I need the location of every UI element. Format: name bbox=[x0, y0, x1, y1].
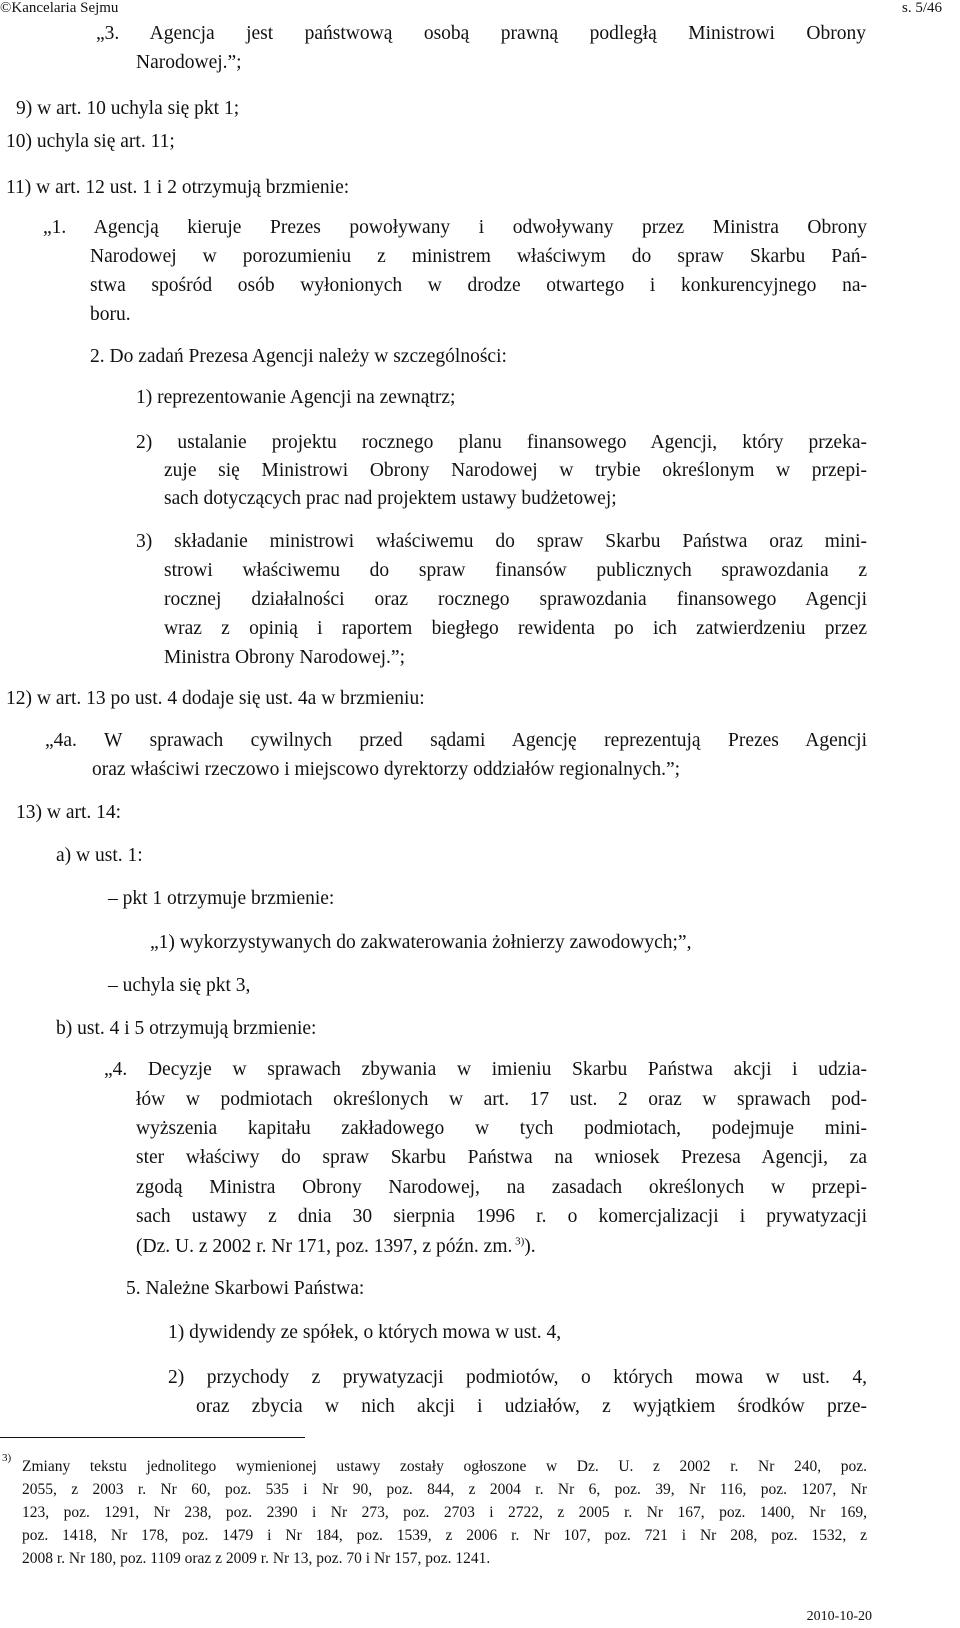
text-line: 12) w art. 13 po ust. 4 dodaje się ust. 4a w brzmieniu: bbox=[6, 688, 425, 709]
text-line: 5. Należne Skarbowi Państwa: bbox=[126, 1278, 365, 1299]
text-line: 2) przychody z prywatyzacji podmiotów, o których mowa w ust. 4, bbox=[168, 1367, 867, 1388]
text-line: – uchyla się pkt 3, bbox=[108, 975, 251, 996]
text-line: „4a. W sprawach cywilnych przed sądami Agencję reprezentują Prezes Agencji bbox=[45, 730, 867, 751]
footnote-line: Zmiany tekstu jednolitego wymienionej ustawy zostały ogłoszone w Dz. U. z 2002 r. Nr 240, poz. bbox=[22, 1458, 867, 1475]
text-line: a) w ust. 1: bbox=[56, 845, 143, 866]
text-line: sach dotyczących prac nad projektem ustawy budżetowej; bbox=[164, 488, 617, 509]
text-line: boru. bbox=[90, 304, 131, 325]
text-line: b) ust. 4 i 5 otrzymują brzmienie: bbox=[56, 1018, 317, 1039]
footnote-line: 123, poz. 1291, Nr 238, poz. 2390 i Nr 273, poz. 2703 i 2722, z 2005 r. Nr 167, poz. 1400, Nr 169, bbox=[22, 1504, 867, 1521]
text-line: zgodą Ministra Obrony Narodowej, na zasadach określonych w przepi- bbox=[136, 1177, 867, 1198]
text-line: oraz właściwi rzeczowo i miejscowo dyrektorzy oddziałów regionalnych.”; bbox=[92, 759, 681, 780]
text-line: 13) w art. 14: bbox=[16, 802, 122, 823]
header-source: ©Kancelaria Sejmu bbox=[0, 0, 119, 16]
text-line: „1) wykorzystywanych do zakwaterowania żołnierzy zawodowych;”, bbox=[150, 932, 692, 953]
text-line: oraz zbycia w nich akcji i udziałów, z wyjątkiem środków prze- bbox=[196, 1396, 867, 1417]
footnote-marker: 3) bbox=[2, 1452, 12, 1464]
text-line: 1) dywidendy ze spółek, o których mowa w ust. 4, bbox=[168, 1322, 562, 1343]
text-line: 3) składanie ministrowi właściwemu do spraw Skarbu Państwa oraz mini- bbox=[136, 531, 867, 552]
text-line: wraz z opinią i raportem biegłego rewidenta po ich zatwierdzeniu przez bbox=[164, 618, 867, 639]
text-line: Ministra Obrony Narodowej.”; bbox=[164, 647, 405, 668]
text-line: strowi właściwemu do spraw finansów publicznych sprawozdania z bbox=[164, 560, 867, 581]
text-line: ster właściwy do spraw Skarbu Państwa na wniosek Prezesa Agencji, za bbox=[136, 1147, 867, 1168]
text-line: Narodowej.”; bbox=[136, 52, 242, 73]
page-date: 2010-10-20 bbox=[806, 1609, 872, 1624]
footnote-line: poz. 1418, Nr 178, poz. 1479 i Nr 184, poz. 1539, z 2006 r. Nr 107, poz. 721 i Nr 208, poz. 1532, z bbox=[22, 1527, 867, 1544]
text-line: stwa spośród osób wyłonionych w drodze otwartego i konkurencyjnego na- bbox=[90, 275, 867, 296]
text-line: Narodowej w porozumieniu z ministrem właściwym do spraw Skarbu Pań- bbox=[90, 246, 867, 267]
text-line: „3. Agencja jest państwową osobą prawną podległą Ministrowi Obrony bbox=[96, 23, 866, 44]
text-line: zuje się Ministrowi Obrony Narodowej w trybie określonym w przepi- bbox=[164, 460, 867, 481]
text-line: „4. Decyzje w sprawach zbywania w imieniu Skarbu Państwa akcji i udzia- bbox=[104, 1059, 867, 1080]
footnote-reference: 3) bbox=[515, 1235, 525, 1248]
footnote-line: 2055, z 2003 r. Nr 60, poz. 535 i Nr 90, poz. 844, z 2004 r. Nr 6, poz. 39, Nr 116, poz. 1207, Nr bbox=[22, 1481, 867, 1498]
text-line: – pkt 1 otrzymuje brzmienie: bbox=[108, 888, 335, 909]
text-line: 2. Do zadań Prezesa Agencji należy w szczególności: bbox=[90, 346, 507, 367]
footnote-separator bbox=[0, 1437, 305, 1438]
text-segment: ). bbox=[524, 1236, 536, 1257]
text-line: łów w podmiotach określonych w art. 17 ust. 2 oraz w sprawach pod- bbox=[136, 1089, 867, 1110]
text-line: rocznej działalności oraz rocznego sprawozdania finansowego Agencji bbox=[164, 589, 867, 610]
header-page-number: s. 5/46 bbox=[901, 0, 942, 16]
text-line: sach ustawy z dnia 30 sierpnia 1996 r. o komercjalizacji i prywatyzacji bbox=[136, 1206, 867, 1227]
text-line: 11) w art. 12 ust. 1 i 2 otrzymują brzmienie: bbox=[6, 177, 350, 198]
text-line bbox=[136, 1235, 536, 1259]
text-segment: (Dz. U. z 2002 r. Nr 171, poz. 1397, z późn. zm. bbox=[136, 1236, 513, 1257]
text-line: 1) reprezentowanie Agencji na zewnątrz; bbox=[136, 387, 456, 408]
text-line: wyższenia kapitału zakładowego w tych podmiotach, podejmuje mini- bbox=[136, 1118, 867, 1139]
text-line: „1. Agencją kieruje Prezes powoływany i odwoływany przez Ministra Obrony bbox=[43, 217, 867, 238]
text-line: 2) ustalanie projektu rocznego planu finansowego Agencji, który przeka- bbox=[136, 432, 867, 453]
text-line: 9) w art. 10 uchyla się pkt 1; bbox=[16, 98, 240, 119]
footnote-line: 2008 r. Nr 180, poz. 1109 oraz z 2009 r. Nr 13, poz. 70 i Nr 157, poz. 1241. bbox=[22, 1550, 491, 1567]
text-line: 10) uchyla się art. 11; bbox=[6, 131, 175, 152]
